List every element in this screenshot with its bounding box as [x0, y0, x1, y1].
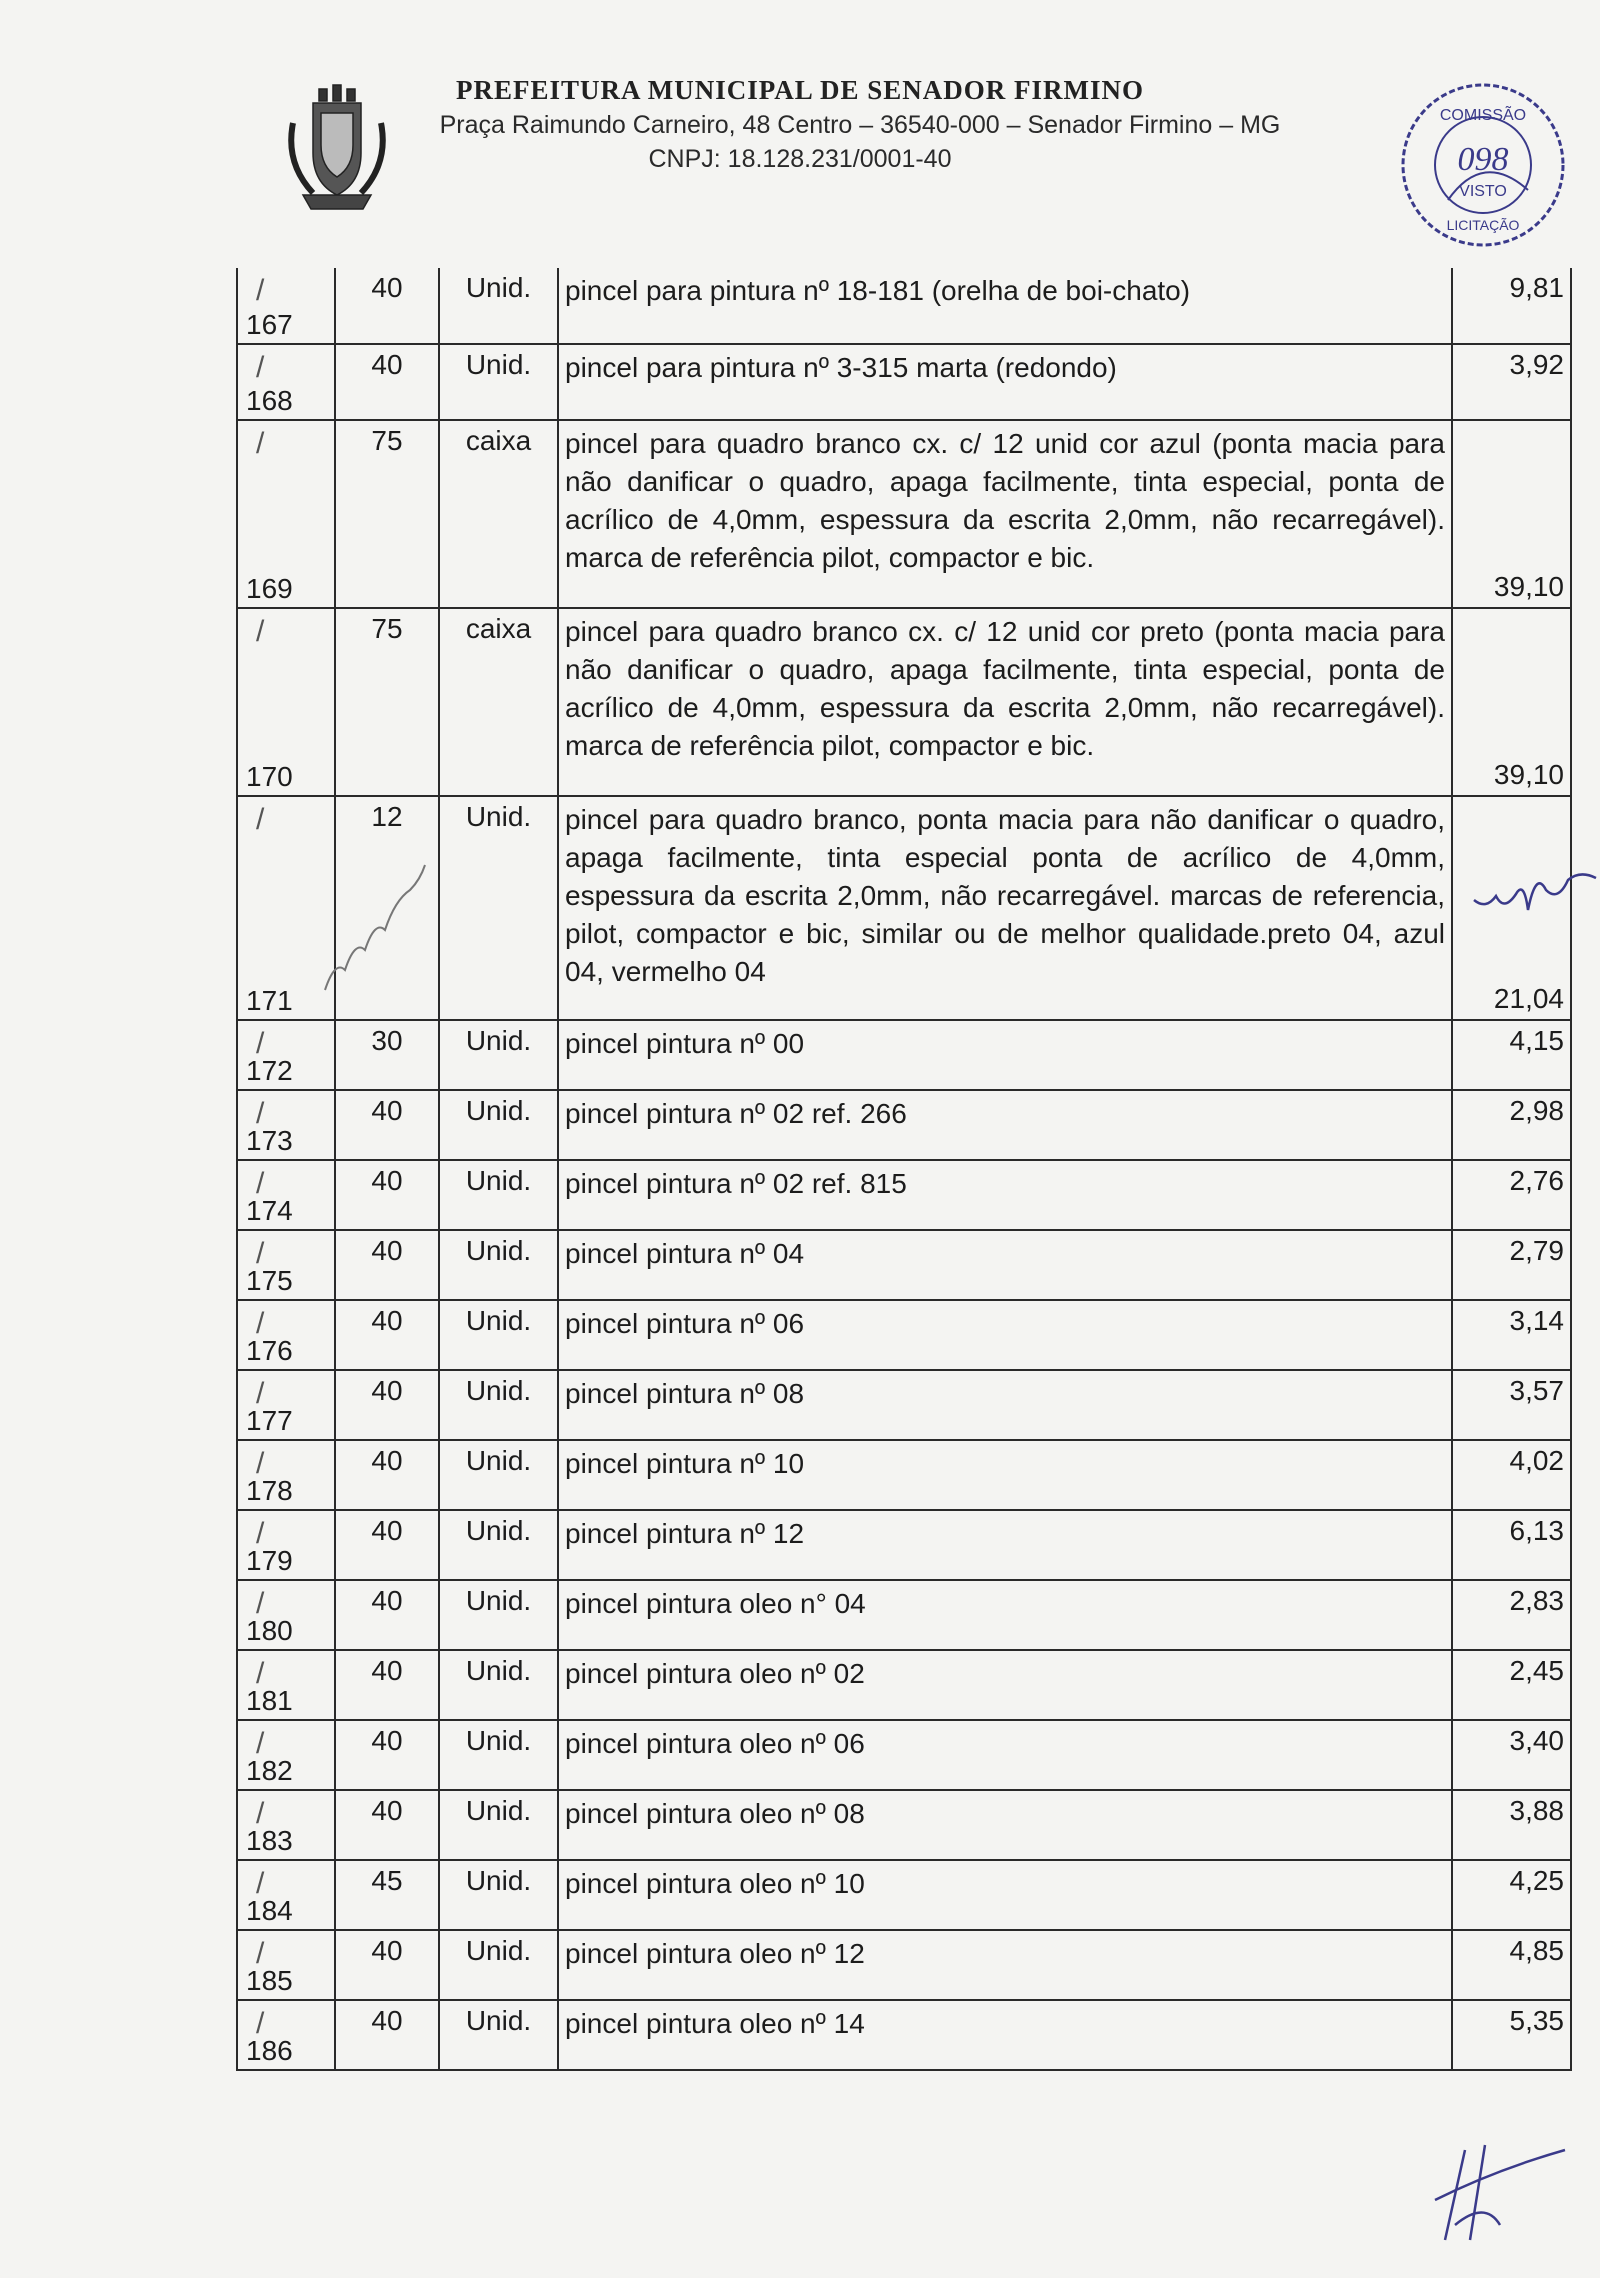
item-quantity: 40	[335, 1720, 439, 1790]
item-description: pincel pintura oleo nº 08	[558, 1790, 1452, 1860]
initials-signature	[1425, 2130, 1575, 2250]
item-description: pincel pintura nº 12	[558, 1510, 1452, 1580]
item-number-cell	[237, 1790, 335, 1860]
check-mark-icon: /	[256, 1027, 265, 1060]
item-price: 2,83	[1452, 1580, 1571, 1650]
item-number-cell	[237, 1720, 335, 1790]
item-number: 178	[246, 1475, 293, 1506]
item-number: 174	[246, 1195, 293, 1226]
item-quantity: 12	[335, 796, 439, 1020]
item-description: pincel pintura nº 02 ref. 815	[558, 1160, 1452, 1230]
check-mark-icon: /	[256, 274, 265, 307]
item-description: pincel pintura oleo nº 10	[558, 1860, 1452, 1930]
item-description: pincel pintura oleo n° 04	[558, 1580, 1452, 1650]
item-unit: Unid.	[439, 1580, 558, 1650]
item-number: 172	[246, 1055, 293, 1086]
check-mark-icon: /	[256, 2007, 265, 2040]
item-unit: Unid.	[439, 1300, 558, 1370]
item-number: 186	[246, 2035, 293, 2066]
table-row	[237, 344, 1571, 420]
item-number: 180	[246, 1615, 293, 1646]
check-mark-icon: /	[256, 1727, 265, 1760]
table-row	[237, 1860, 1571, 1930]
item-price: 2,98	[1452, 1090, 1571, 1160]
item-unit: Unid.	[439, 2000, 558, 2070]
item-price: 39,10	[1452, 608, 1571, 796]
item-price: 5,35	[1452, 2000, 1571, 2070]
item-unit: caixa	[439, 608, 558, 796]
item-number-cell	[237, 1160, 335, 1230]
item-description: pincel pintura nº 06	[558, 1300, 1452, 1370]
item-quantity: 40	[335, 1790, 439, 1860]
item-number-cell	[237, 1510, 335, 1580]
table-row	[237, 1580, 1571, 1650]
item-unit: Unid.	[439, 1860, 558, 1930]
item-unit: Unid.	[439, 344, 558, 420]
header-cnpj: CNPJ: 18.128.231/0001-40	[648, 145, 952, 173]
item-unit: Unid.	[439, 1440, 558, 1510]
item-price: 2,79	[1452, 1230, 1571, 1300]
table-row	[237, 1720, 1571, 1790]
item-quantity: 45	[335, 1860, 439, 1930]
item-number-cell	[237, 1930, 335, 2000]
item-unit: Unid.	[439, 1790, 558, 1860]
item-price: 3,57	[1452, 1370, 1571, 1440]
item-description: pincel pintura nº 00	[558, 1020, 1452, 1090]
item-quantity: 40	[335, 1440, 439, 1510]
header-title: PREFEITURA MUNICIPAL DE SENADOR FIRMINO	[455, 75, 1145, 105]
table-row	[237, 1930, 1571, 2000]
item-number: 170	[246, 761, 293, 792]
item-quantity: 40	[335, 1580, 439, 1650]
item-number: 179	[246, 1545, 293, 1576]
item-number: 167	[246, 309, 293, 340]
check-mark-icon: /	[256, 1377, 265, 1410]
item-number-cell	[237, 1860, 335, 1930]
items-table	[236, 268, 1572, 2071]
item-description: pincel pintura nº 10	[558, 1440, 1452, 1510]
table-row	[237, 796, 1571, 1020]
item-quantity: 40	[335, 1510, 439, 1580]
item-number-cell	[237, 344, 335, 420]
check-mark-icon: /	[256, 803, 265, 836]
item-description: pincel para pintura nº 3-315 marta (redondo)	[558, 344, 1452, 420]
check-mark-icon: /	[256, 1587, 265, 1620]
check-mark-icon: /	[256, 1867, 265, 1900]
item-unit: Unid.	[439, 1090, 558, 1160]
check-mark-icon: /	[256, 1237, 265, 1270]
stamp-top-text: COMISSÃO	[1439, 107, 1527, 124]
item-price: 4,85	[1452, 1930, 1571, 2000]
table-row	[237, 1440, 1571, 1510]
item-number-cell	[237, 608, 335, 796]
table-row	[237, 1790, 1571, 1860]
stamp-number: 098	[1457, 141, 1509, 178]
item-unit: Unid.	[439, 268, 558, 344]
item-price: 2,45	[1452, 1650, 1571, 1720]
item-number-cell	[237, 1370, 335, 1440]
item-number-cell	[237, 1650, 335, 1720]
table-row	[237, 1160, 1571, 1230]
check-mark-icon: /	[256, 615, 265, 648]
table-row	[237, 608, 1571, 796]
item-unit: Unid.	[439, 1650, 558, 1720]
table-row	[237, 268, 1571, 344]
item-number: 173	[246, 1125, 293, 1156]
item-number: 175	[246, 1265, 293, 1296]
item-quantity: 40	[335, 268, 439, 344]
check-mark-icon: /	[256, 1517, 265, 1550]
check-mark-icon: /	[256, 1167, 265, 1200]
check-mark-icon: /	[256, 1447, 265, 1480]
item-number-cell	[237, 420, 335, 608]
item-quantity: 75	[335, 420, 439, 608]
item-price: 9,81	[1452, 268, 1571, 344]
item-number-cell	[237, 2000, 335, 2070]
item-unit: Unid.	[439, 1370, 558, 1440]
item-description: pincel pintura nº 08	[558, 1370, 1452, 1440]
item-number: 185	[246, 1965, 293, 1996]
item-description: pincel pintura oleo nº 02	[558, 1650, 1452, 1720]
item-price: 4,02	[1452, 1440, 1571, 1510]
table-row	[237, 420, 1571, 608]
stamp-mid-text: VISTO	[1459, 183, 1507, 200]
item-price: 4,15	[1452, 1020, 1571, 1090]
item-number: 181	[246, 1685, 293, 1716]
item-description: pincel para quadro branco, ponta macia para não danificar o quadro, apaga facilmente, tinta especial ponta de acrílico de 4,0mm, espessura da escrita 2,0mm, não recarregável. marcas de referencia, pilot, compactor e bic, similar ou de melhor qualidade.preto 04, azul 04, vermelho 04	[558, 796, 1452, 1020]
check-mark-icon: /	[256, 1097, 265, 1130]
item-description: pincel pintura nº 02 ref. 266	[558, 1090, 1452, 1160]
item-unit: Unid.	[439, 1160, 558, 1230]
check-mark-icon: /	[256, 351, 265, 384]
item-number: 169	[246, 573, 293, 604]
item-price: 3,40	[1452, 1720, 1571, 1790]
item-number: 177	[246, 1405, 293, 1436]
item-number: 168	[246, 385, 293, 416]
item-price: 39,10	[1452, 420, 1571, 608]
item-number: 183	[246, 1825, 293, 1856]
item-unit: Unid.	[439, 1230, 558, 1300]
item-quantity: 75	[335, 608, 439, 796]
item-description: pincel pintura oleo nº 06	[558, 1720, 1452, 1790]
item-number-cell	[237, 1440, 335, 1510]
item-price: 2,76	[1452, 1160, 1571, 1230]
item-description: pincel pintura oleo nº 14	[558, 2000, 1452, 2070]
item-number: 182	[246, 1755, 293, 1786]
item-unit: caixa	[439, 420, 558, 608]
item-quantity: 40	[335, 1090, 439, 1160]
item-unit: Unid.	[439, 1930, 558, 2000]
item-unit: Unid.	[439, 1510, 558, 1580]
item-price: 21,04	[1452, 796, 1571, 1020]
table-row	[237, 1090, 1571, 1160]
item-description: pincel para quadro branco cx. c/ 12 unid cor preto (ponta macia para não danificar o quadro, apaga facilmente, tinta especial, ponta de acrílico de 4,0mm, espessura da escrita 2,0mm, não recarregável). marca de referência pilot, compactor e bic.	[558, 608, 1452, 796]
item-description: pincel para pintura nº 18-181 (orelha de boi-chato)	[558, 268, 1452, 344]
item-number-cell	[237, 1230, 335, 1300]
table-row	[237, 2000, 1571, 2070]
item-number-cell	[237, 1300, 335, 1370]
item-unit: Unid.	[439, 796, 558, 1020]
item-number-cell	[237, 1020, 335, 1090]
item-price: 3,92	[1452, 344, 1571, 420]
item-number: 184	[246, 1895, 293, 1926]
check-mark-icon: /	[256, 427, 265, 460]
item-number: 176	[246, 1335, 293, 1366]
table-row	[237, 1020, 1571, 1090]
table-row	[237, 1230, 1571, 1300]
handwritten-signature-vertical	[315, 860, 435, 1000]
letterhead	[0, 55, 1600, 233]
item-price: 3,88	[1452, 1790, 1571, 1860]
item-description: pincel pintura nº 04	[558, 1230, 1452, 1300]
handwritten-signature-side	[1468, 850, 1600, 930]
item-quantity: 40	[335, 1370, 439, 1440]
stamp-bottom-text: LICITAÇÃO	[1446, 217, 1520, 233]
item-quantity: 40	[335, 1300, 439, 1370]
item-quantity: 40	[335, 1650, 439, 1720]
item-number-cell	[237, 1090, 335, 1160]
item-number-cell	[237, 268, 335, 344]
item-number: 171	[246, 985, 293, 1016]
item-quantity: 40	[335, 1930, 439, 2000]
item-unit: Unid.	[439, 1720, 558, 1790]
check-mark-icon: /	[256, 1937, 265, 1970]
table-row	[237, 1650, 1571, 1720]
item-description: pincel pintura oleo nº 12	[558, 1930, 1452, 2000]
item-quantity: 30	[335, 1020, 439, 1090]
item-unit: Unid.	[439, 1020, 558, 1090]
check-mark-icon: /	[256, 1797, 265, 1830]
item-quantity: 40	[335, 1160, 439, 1230]
check-mark-icon: /	[256, 1657, 265, 1690]
commission-stamp	[1398, 80, 1568, 250]
item-quantity: 40	[335, 344, 439, 420]
check-mark-icon: /	[256, 1307, 265, 1340]
item-price: 6,13	[1452, 1510, 1571, 1580]
table-row	[237, 1300, 1571, 1370]
item-price: 3,14	[1452, 1300, 1571, 1370]
table-row	[237, 1370, 1571, 1440]
header-address: Praça Raimundo Carneiro, 48 Centro – 36540-000 – Senador Firmino – MG	[439, 111, 1281, 139]
table-row	[237, 1510, 1571, 1580]
item-description: pincel para quadro branco cx. c/ 12 unid cor azul (ponta macia para não danificar o quadro, apaga facilmente, tinta especial, ponta de acrílico de 4,0mm, espessura da escrita 2,0mm, não recarregável). marca de referência pilot, compactor e bic.	[558, 420, 1452, 608]
item-quantity: 40	[335, 2000, 439, 2070]
item-price: 4,25	[1452, 1860, 1571, 1930]
item-number-cell	[237, 1580, 335, 1650]
item-quantity: 40	[335, 1230, 439, 1300]
